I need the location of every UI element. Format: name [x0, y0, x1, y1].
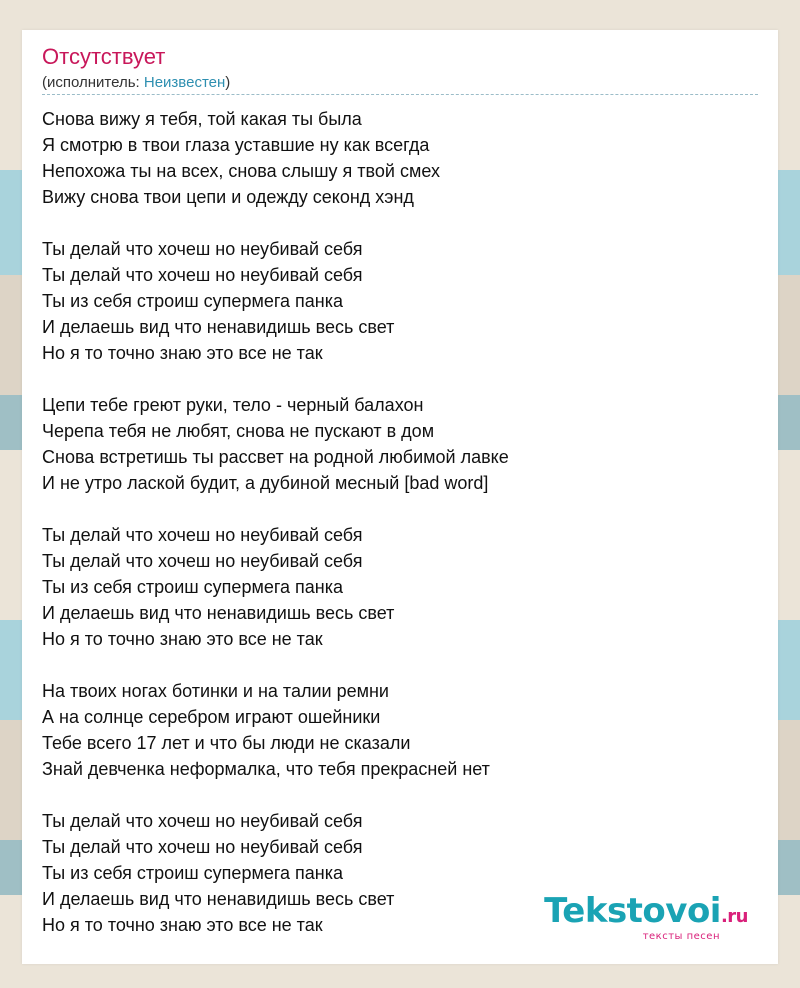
- lyric-line: Ты делай что хочеш но неубивай себя: [42, 239, 363, 259]
- lyric-line: Я смотрю в твои глаза уставшие ну как всегда: [42, 135, 430, 155]
- lyric-line: И делаешь вид что ненавидишь весь свет: [42, 889, 395, 909]
- site-logo[interactable]: [544, 893, 748, 942]
- lyric-line: Снова вижу я тебя, той какая ты была: [42, 109, 362, 129]
- song-title: Отсутствует: [42, 44, 166, 69]
- lyric-line: Тебе всего 17 лет и что бы люди не сказали: [42, 733, 411, 753]
- lyric-line: И делаешь вид что ненавидишь весь свет: [42, 603, 395, 623]
- logo-tld: .ru: [720, 906, 748, 927]
- lyric-line: А на солнце серебром играют ошейники: [42, 707, 381, 727]
- lyric-line: На твоих ногах ботинки и на талии ремни: [42, 681, 389, 701]
- lyric-line: [42, 496, 758, 522]
- logo-tagline: тексты песен: [642, 931, 720, 942]
- lyrics-card: [22, 30, 778, 964]
- lyric-line: Снова встретишь ты рассвет на родной любимой лавке: [42, 447, 509, 467]
- lyric-line: И делаешь вид что ненавидишь весь свет: [42, 317, 395, 337]
- artist-line: [42, 74, 230, 92]
- artist-prefix: (исполнитель:: [42, 74, 144, 91]
- lyric-line: Но я то точно знаю это все не так: [42, 915, 323, 935]
- lyric-line: Цепи тебе греют руки, тело - черный балахон: [42, 395, 424, 415]
- lyric-line: Ты делай что хочеш но неубивай себя: [42, 551, 363, 571]
- lyric-line: [42, 366, 758, 392]
- lyric-line: Ты из себя строиш супермега панка: [42, 291, 343, 311]
- lyrics-body: [42, 106, 758, 938]
- lyric-line: [42, 210, 758, 236]
- lyric-line: Но я то точно знаю это все не так: [42, 343, 323, 363]
- artist-suffix: ): [225, 74, 231, 91]
- artist-link[interactable]: Неизвестен: [143, 74, 226, 91]
- lyric-line: Но я то точно знаю это все не так: [42, 629, 323, 649]
- lyric-line: Ты из себя строиш супермега панка: [42, 577, 343, 597]
- dashed-divider: [42, 94, 758, 95]
- logo-wordmark: [544, 893, 748, 935]
- lyric-line: Ты из себя строиш супермега панка: [42, 863, 343, 883]
- lyric-line: Вижу снова твои цепи и одежду секонд хэнд: [42, 187, 414, 207]
- lyric-line: Ты делай что хочеш но неубивай себя: [42, 837, 363, 857]
- lyric-line: Ты делай что хочеш но неубивай себя: [42, 811, 363, 831]
- lyric-line: Ты делай что хочеш но неубивай себя: [42, 265, 363, 285]
- lyric-line: Знай девченка неформалка, что тебя прекрасней нет: [42, 759, 490, 779]
- lyric-line: И не утро лаской будит, а дубиной месный [bad word]: [42, 473, 489, 493]
- lyric-line: Черепа тебя не любят, снова не пускают в дом: [42, 421, 435, 441]
- lyric-line: [42, 782, 758, 808]
- lyric-line: [42, 652, 758, 678]
- lyric-line: Ты делай что хочеш но неубивай себя: [42, 525, 363, 545]
- logo-main-text: Tekstovoi: [544, 891, 721, 931]
- lyric-line: Непохожа ты на всех, снова слышу я твой смех: [42, 161, 440, 181]
